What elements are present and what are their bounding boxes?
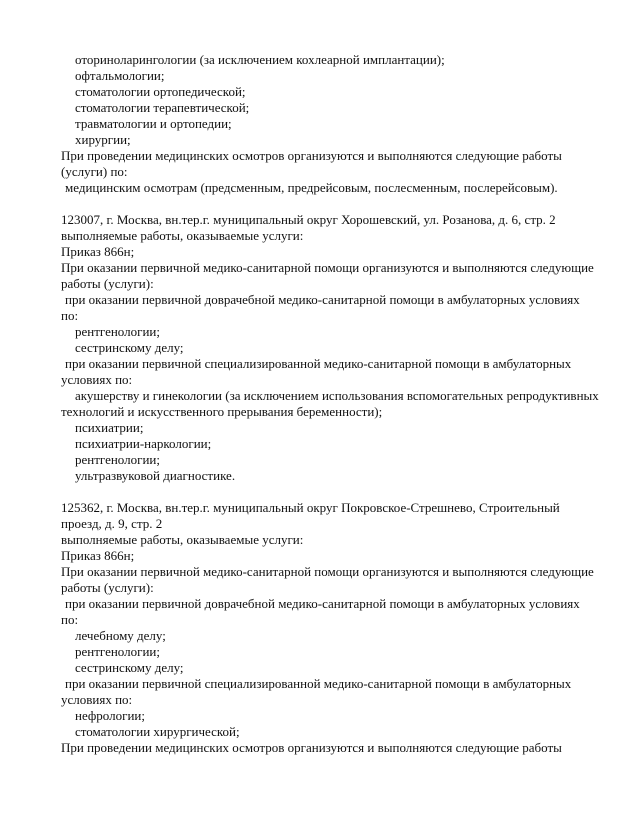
spec-header: при оказании первичной специализированной медико-санитарной помощи в амбулаторных [65, 356, 572, 371]
service-item: рентгенологии; [75, 644, 160, 659]
pmsp-header: При оказании первичной медико-санитарной помощи организуются и выполняются следующие [61, 564, 594, 579]
spacer [61, 484, 591, 500]
document-page [61, 52, 599, 756]
service-item: стоматологии терапевтической; [75, 100, 250, 115]
spec-header-cont: условиях по: [61, 692, 133, 707]
spec-header: при оказании первичной специализированной медико-санитарной помощи в амбулаторных [65, 676, 572, 691]
section-2 [61, 212, 599, 484]
pmsp-header-cont: работы (услуги): [61, 276, 154, 291]
section-3 [61, 500, 594, 756]
exam-header-cont: (услуги) по: [61, 164, 128, 179]
dovrach-header: при оказании первичной доврачебной медико-санитарной помощи в амбулаторных условиях [65, 292, 580, 307]
section-1 [61, 52, 591, 196]
spacer [61, 196, 591, 212]
order: Приказ 866н; [61, 244, 135, 259]
works-label: выполняемые работы, оказываемые услуги: [61, 532, 304, 547]
service-item: рентгенологии; [75, 324, 160, 339]
pmsp-header: При оказании первичной медико-санитарной помощи организуются и выполняются следующие [61, 260, 594, 275]
service-item: психиатрии-наркологии; [75, 436, 212, 451]
service-item: хирургии; [75, 132, 131, 147]
service-item: офтальмологии; [75, 68, 165, 83]
service-item: оториноларингологии (за исключением кохлеарной имплантации); [75, 52, 445, 67]
service-item: стоматологии ортопедической; [75, 84, 246, 99]
service-item: нефрологии; [75, 708, 145, 723]
service-item: ультразвуковой диагностике. [75, 468, 236, 483]
exam-header: При проведении медицинских осмотров организуются и выполняются следующие работы [61, 740, 562, 755]
order: Приказ 866н; [61, 548, 135, 563]
service-item: стоматологии хирургической; [75, 724, 240, 739]
service-item: травматологии и ортопедии; [75, 116, 232, 131]
dovrach-header: при оказании первичной доврачебной медико-санитарной помощи в амбулаторных условиях [65, 596, 580, 611]
service-item: сестринскому делу; [75, 340, 184, 355]
service-item: акушерству и гинекологии (за исключением использования вспомогательных репродуктивных [75, 388, 599, 403]
pmsp-header-cont: работы (услуги): [61, 580, 154, 595]
service-item-cont: технологий и искусственного прерывания беременности); [61, 404, 383, 419]
exam-item: медицинским осмотрам (предсменным, предрейсовым, послесменным, послерейсовым). [65, 180, 558, 195]
address: 125362, г. Москва, вн.тер.г. муниципальный округ Покровское-Стрешнево, Строительный [61, 500, 560, 515]
address-cont: проезд, д. 9, стр. 2 [61, 516, 163, 531]
service-item: психиатрии; [75, 420, 144, 435]
dovrach-header-cont: по: [61, 308, 79, 323]
dovrach-header-cont: по: [61, 612, 79, 627]
service-item: лечебному делу; [75, 628, 166, 643]
address: 123007, г. Москва, вн.тер.г. муниципальный округ Хорошевский, ул. Розанова, д. 6, стр. 2 [61, 212, 556, 227]
exam-header: При проведении медицинских осмотров организуются и выполняются следующие работы [61, 148, 562, 163]
works-label: выполняемые работы, оказываемые услуги: [61, 228, 304, 243]
service-item: сестринскому делу; [75, 660, 184, 675]
spec-header-cont: условиях по: [61, 372, 133, 387]
service-item: рентгенологии; [75, 452, 160, 467]
